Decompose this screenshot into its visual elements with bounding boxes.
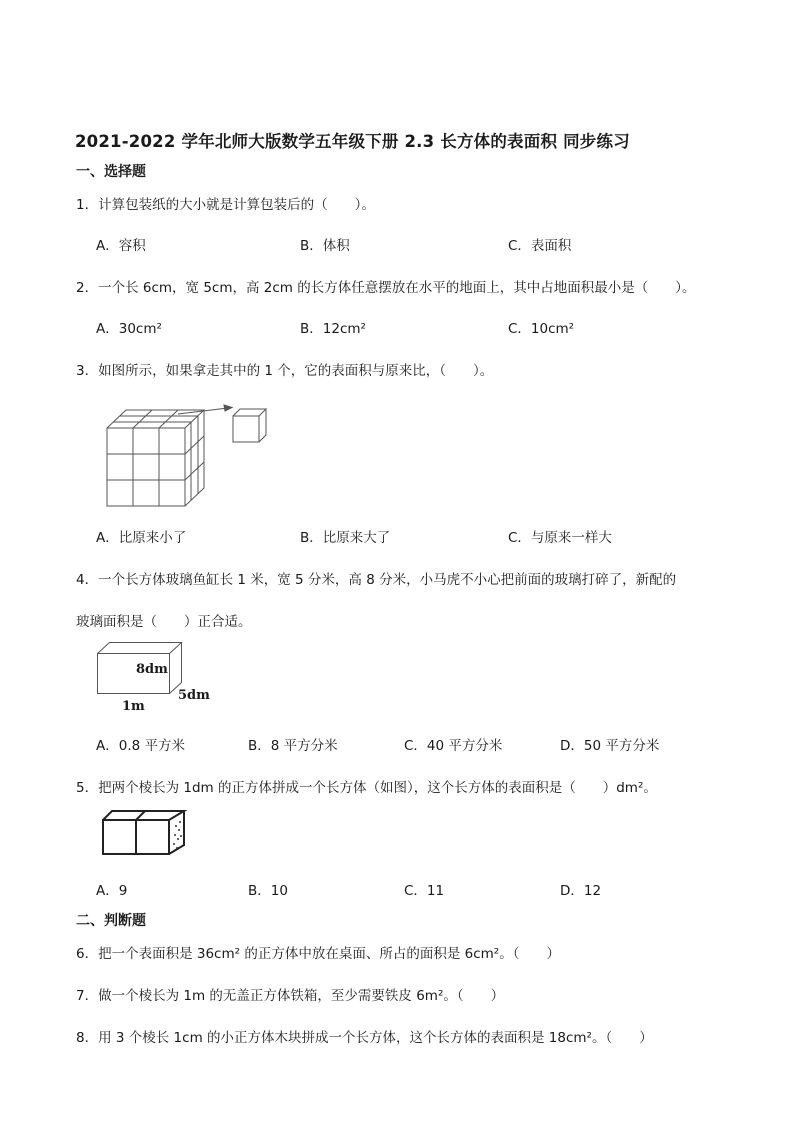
question-2-text: 2．一个长 6cm，宽 5cm，高 2cm 的长方体任意摆放在水平的地面上，其中占地面积最小是（ ）。 xyxy=(76,280,696,296)
figure-label-width: 5dm xyxy=(178,688,210,703)
question-3-text: 3．如图所示，如果拿走其中的 1 个，它的表面积与原来比，（ ）。 xyxy=(76,363,494,379)
question-3-option-b[interactable]: B．比原来大了 xyxy=(300,530,391,546)
figure-label-length: 1m xyxy=(122,699,145,714)
question-4-option-a[interactable]: A．0.8 平方米 xyxy=(96,738,185,754)
question-8-text: 8．用 3 个棱长 1cm 的小正方体木块拼成一个长方体，这个长方体的表面积是 18cm²。（ ） xyxy=(76,1030,653,1046)
question-6-text: 6．把一个表面积是 36cm² 的正方体中放在桌面、所占的面积是 6cm²。（ ） xyxy=(76,946,560,962)
question-1-text: 1．计算包装纸的大小就是计算包装后的（ ）。 xyxy=(76,197,375,213)
question-7-text: 7．做一个棱长为 1m 的无盖正方体铁箱，至少需要铁皮 6m²。（ ） xyxy=(76,988,505,1004)
question-1-option-b[interactable]: B．体积 xyxy=(300,238,350,254)
question-4-option-c[interactable]: C．40 平方分米 xyxy=(404,738,503,754)
question-1-option-a[interactable]: A．容积 xyxy=(96,238,146,254)
question-4-text-line-2: 玻璃面积是（ ）正合适。 xyxy=(76,614,252,630)
question-5-option-c[interactable]: C．11 xyxy=(404,883,445,899)
two-cubes-figure xyxy=(100,808,188,858)
question-2-option-b[interactable]: B．12cm² xyxy=(300,321,366,337)
question-4-text-line-1: 4．一个长方体玻璃鱼缸长 1 米，宽 5 分米，高 8 分米，小马虎不小心把前面的玻璃打碎了，新配的 xyxy=(76,572,677,588)
question-3-option-a[interactable]: A．比原来小了 xyxy=(96,530,187,546)
figure-label-height: 8dm xyxy=(136,662,168,677)
section-heading-choice: 一、选择题 xyxy=(76,164,146,180)
question-4-option-b[interactable]: B．8 平方分米 xyxy=(248,738,338,754)
page-title: 2021-2022 学年北师大版数学五年级下册 2.3 长方体的表面积 同步练习 xyxy=(75,132,630,151)
section-heading-judge: 二、判断题 xyxy=(76,913,146,929)
question-5-option-b[interactable]: B．10 xyxy=(248,883,288,899)
question-1-option-c[interactable]: C．表面积 xyxy=(508,238,572,254)
question-3-option-c[interactable]: C．与原来一样大 xyxy=(508,530,612,546)
question-4-option-d[interactable]: D．50 平方分米 xyxy=(560,738,660,754)
question-5-option-d[interactable]: D．12 xyxy=(560,883,602,899)
question-5-option-a[interactable]: A．9 xyxy=(96,883,128,899)
question-5-text: 5．把两个棱长为 1dm 的正方体拼成一个长方体（如图），这个长方体的表面积是（ ）dm²。 xyxy=(76,780,657,796)
question-2-option-a[interactable]: A．30cm² xyxy=(96,321,162,337)
cube-stack-figure xyxy=(100,400,275,512)
question-2-option-c[interactable]: C．10cm² xyxy=(508,321,575,337)
